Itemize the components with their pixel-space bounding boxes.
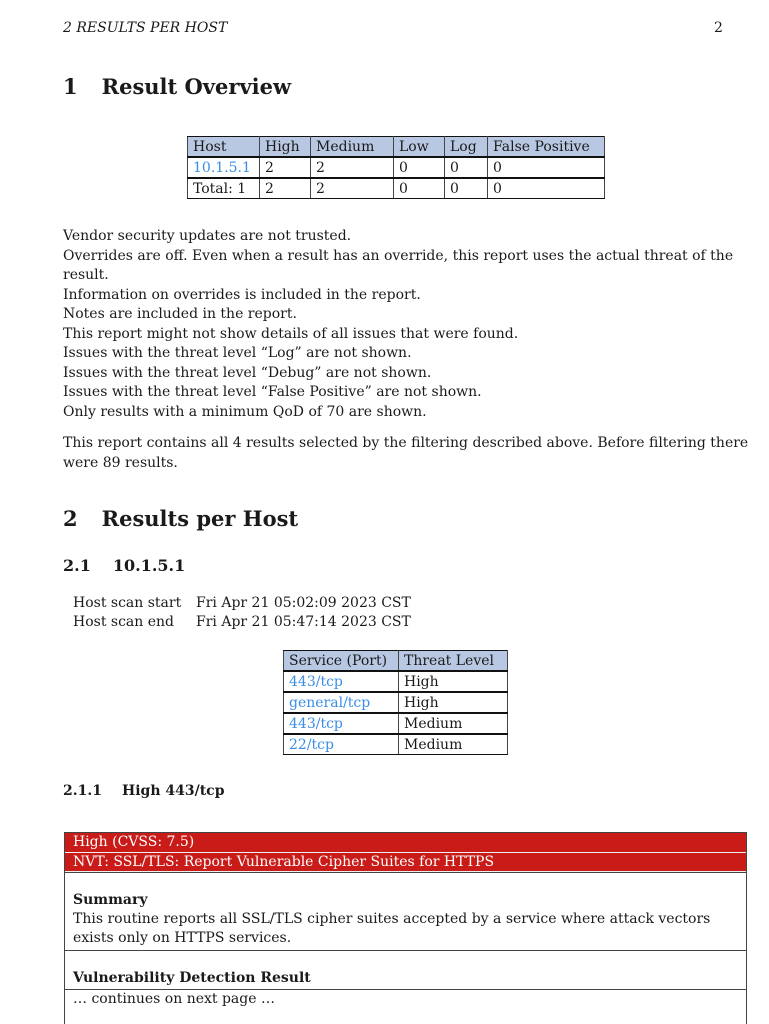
- continues-note: … continues on next page …: [73, 991, 275, 1007]
- service-link[interactable]: 443/tcp: [284, 671, 399, 692]
- col-service: Service (Port): [284, 651, 399, 672]
- table-row: [284, 692, 508, 713]
- host-link[interactable]: 10.1.5.1: [188, 157, 260, 178]
- table-row: [188, 157, 605, 178]
- table-row-total: [188, 178, 605, 199]
- scan-end-value: Fri Apr 21 05:47:14 2023 CST: [196, 614, 411, 630]
- table-row: [284, 734, 508, 755]
- section-title-results: 2 Results per Host: [63, 506, 299, 531]
- section-title-overview: 1 Result Overview: [63, 74, 292, 99]
- note-line: Issues with the threat level “Log” are not shown.: [63, 345, 412, 361]
- cell: 0: [394, 157, 445, 178]
- cell: 2: [311, 157, 394, 178]
- scan-end-label: Host scan end: [73, 614, 175, 630]
- cell: 2: [311, 178, 394, 199]
- note-line: Vendor security updates are not trusted.: [63, 228, 352, 244]
- nvt-name: NVT: SSL/TLS: Report Vulnerable Cipher Suites for HTTPS: [65, 853, 746, 873]
- table-row: [284, 671, 508, 692]
- cell: 0: [394, 178, 445, 199]
- note-line: result.: [63, 267, 109, 283]
- col-high: High: [260, 137, 311, 158]
- cell: Medium: [399, 713, 508, 734]
- nvt-result-box: [64, 832, 747, 1024]
- col-medium: Medium: [311, 137, 394, 158]
- note-line: Only results with a minimum QoD of 70 are shown.: [63, 403, 427, 420]
- col-log: Log: [445, 137, 488, 158]
- services-table: [283, 650, 508, 755]
- page-number: 2: [714, 20, 723, 36]
- note-line: Information on overrides is included in the report.: [63, 286, 421, 303]
- subsubsection-title: 2.1.1 High 443/tcp: [63, 783, 225, 799]
- service-link[interactable]: 22/tcp: [284, 734, 399, 755]
- cell: 2: [260, 157, 311, 178]
- col-threat: Threat Level: [399, 651, 508, 672]
- cell: 0: [445, 157, 488, 178]
- cell: 0: [445, 178, 488, 199]
- note-line: Notes are included in the report.: [63, 306, 297, 322]
- cell: Total: 1: [188, 178, 260, 199]
- filter-notes: [63, 227, 733, 422]
- overview-table: [187, 136, 605, 199]
- scan-start-label: Host scan start: [73, 595, 182, 611]
- table-row: [284, 713, 508, 734]
- summary-text: This routine reports all SSL/TLS cipher suites accepted by a service where attack vectors exists only on HTTPS services.: [73, 911, 711, 946]
- cell: 0: [488, 178, 605, 199]
- results-summary: [63, 434, 748, 473]
- cell: High: [399, 671, 508, 692]
- note-line: Issues with the threat level “False Positive” are not shown.: [63, 384, 482, 400]
- scan-start-value: Fri Apr 21 05:02:09 2023 CST: [196, 595, 411, 611]
- col-low: Low: [394, 137, 445, 158]
- subsection-title-host: 2.1 10.1.5.1: [63, 556, 186, 575]
- summary-line: This report contains all 4 results selected by the filtering described above. Before filtering there: [63, 435, 749, 451]
- cell: 2: [260, 178, 311, 199]
- cell: High: [399, 692, 508, 713]
- vdr-heading: Vulnerability Detection Result: [73, 970, 311, 986]
- cell: Medium: [399, 734, 508, 755]
- service-link[interactable]: 443/tcp: [284, 713, 399, 734]
- summary-line: were 89 results.: [63, 454, 178, 471]
- col-false-positive: False Positive: [488, 137, 605, 158]
- note-line: Overrides are off. Even when a result has an override, this report uses the actual threat of the: [63, 247, 734, 264]
- note-line: Issues with the threat level “Debug” are not shown.: [63, 364, 432, 381]
- severity-label: High (CVSS: 7.5): [65, 833, 746, 853]
- service-link[interactable]: general/tcp: [284, 692, 399, 713]
- running-header: 2 RESULTS PER HOST: [63, 20, 228, 36]
- summary-heading: Summary: [73, 892, 148, 908]
- cell: 0: [488, 157, 605, 178]
- col-host: Host: [188, 137, 260, 158]
- note-line: This report might not show details of all issues that were found.: [63, 325, 519, 342]
